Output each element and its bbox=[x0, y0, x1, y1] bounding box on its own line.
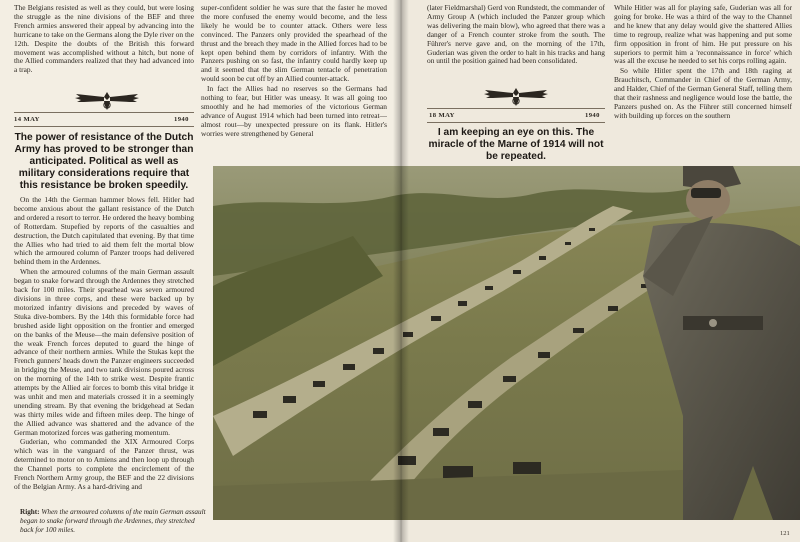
right-first-column bbox=[427, 4, 605, 67]
page-number: 121 bbox=[780, 530, 790, 537]
date-label: 18 MAY bbox=[429, 112, 455, 119]
right-second-column bbox=[614, 4, 792, 162]
panzer-column-photo bbox=[213, 166, 800, 520]
paragraph: super-confident soldier he was sure that the faster he moved the more confused the enemy would become, and the less likely he would be to counter attack. Others were less convinced. The Panzers only provided the spearhead of the thrust and the breach they made in the Allied forces had to be kept open behind them by corridors of infantry. With the Panzers pushing on so fast, the infantry could hardly keep up and it seemed that the slim German tentacle of penetration would soon be cut off by an Allied counter-attack. bbox=[201, 4, 387, 84]
caption-text: When the armoured columns of the main German assault began to snake forward through the Ardennes, they stretched back for 100 miles. bbox=[20, 508, 206, 534]
book-gutter bbox=[393, 0, 409, 542]
left-main-column bbox=[14, 196, 194, 502]
caption-label: Right: bbox=[20, 508, 40, 516]
paragraph: On the 14th the German hammer blows fell. Hitler had become anxious about the gallant resistance of the Dutch and ordered a resort to terror. He ordered the heavy bombing of Rotterdam. Stupefied by reports of the casualties and destruction, the Dutch capitulated that evening. By that time the Allies who had tried to aid them felt the mortal blow which the armoured column of Panzer troops had delivered behind them in the Ardennes. bbox=[14, 196, 194, 267]
year-label: 1940 bbox=[174, 116, 189, 123]
paragraph: In fact the Allies had no reserves so the Germans had nothing to fear, but Hitler was uneasy. It was all going too smoothly and he had memories of the victorious German advance of August 1914 which had been turned into retreat—almost rout—by unexpected pressure on its flank. Hitler's worries were strengthened by General bbox=[201, 84, 387, 138]
paragraph: Guderian, who commanded the XIX Armoured Corps which was in the vanguard of the Panzer thrust, was determined to motor on to Amiens and then loop up through the Channel ports to complete the encirclement of the French Northern Army group, the BEF and the 22 divisions of the Belgian Army. As a hard-driving and bbox=[14, 437, 194, 491]
headline-18-may: I am keeping an eye on this. The miracle of the Marne of 1914 will not be repeated. bbox=[428, 127, 604, 162]
left-top-paragraph bbox=[14, 4, 194, 76]
headline-14-may: The power of resistance of the Dutch Army has proved to be stronger than anticipated. Political as well as military considerations require that this resistance be broken speedily. bbox=[14, 132, 194, 191]
date-label: 14 MAY bbox=[14, 116, 40, 123]
divider bbox=[14, 126, 194, 127]
divider bbox=[14, 112, 194, 113]
eagle-emblem-icon bbox=[74, 88, 140, 112]
paragraph: When the armoured columns of the main German assault began to snake forward through the Ardennes they stretched back for 100 miles. Their spearhead was seven armoured divisions in three corps, and these were backed up by motorized infantry divisions and preceded by waves of Stuka dive-bombers. By the 14th this formidable force had brushed aside light opposition on the frontier and emerged on the banks of the Meuse—the main defensive position of the weak French forces deputed to guard the hinge of advance of their northern armies. While the Stukas kept the French gunners' heads down the Panzer engineers succeeded in bridging the Meuse, and two tank divisions poured across on the morning of the 14th to strike west. Despite frantic attempts by the Allied air forces to bomb this vital bridge it was unhit and men and materials crossed it in a seemingly unending stream. By that evening the bridgehead at Sedan was thirty miles wide and fifteen miles deep. The hinge of the Allied advance was shattered and the advance of the German motorized forces was gathering momentum. bbox=[14, 267, 194, 437]
photo-illustration bbox=[213, 166, 800, 520]
year-label: 1940 bbox=[585, 112, 600, 119]
eagle-emblem-icon bbox=[483, 84, 549, 108]
paragraph: While Hitler was all for playing safe, Guderian was all for going for broke. He was a third of the way to the Channel and he knew that any delay would give the shattered Allies time to regroup, realize what was happening and put some firm opposition in front of him. He put pressure on his superiors to permit him a 'reconnaissance in force' which was all the excuse he needed to set his corps rolling again. bbox=[614, 4, 792, 66]
paragraph: So while Hitler spent the 17th and 18th raging at Brauchitsch, Commander in Chief of the German Army, and Halder, Chief of the German General Staff, telling them that their rashness and negligence would lose the battle, the Panzers pushed on. As the Führer still concerned himself with building up forces on the southern bbox=[614, 66, 792, 120]
left-second-column bbox=[201, 4, 387, 160]
divider bbox=[427, 122, 605, 123]
paragraph: The Belgians resisted as well as they could, but were losing the struggle as the nine divisions of the BEF and three French armies answered their appeal by advancing into the hurricane to take on the Germans along the Dyle river on the 12th. Despite the doubts of the British this forward movement was accomplished without a hitch, but none of the Allied commanders realized that they had advanced into a trap. bbox=[14, 3, 194, 75]
divider bbox=[427, 108, 605, 109]
photo-caption bbox=[20, 508, 210, 535]
paragraph: (later Fieldmarshal) Gerd von Rundstedt, the commander of Army Group A (which included the Panzer group which was delivering the main blow), who agreed that there was a danger of a French counter stroke from the south. The Führer's nerve gave and, on the morning of the 17th, Guderian was given the order to halt in his tracks and hang on until the position gained had been consolidated. bbox=[427, 3, 605, 66]
